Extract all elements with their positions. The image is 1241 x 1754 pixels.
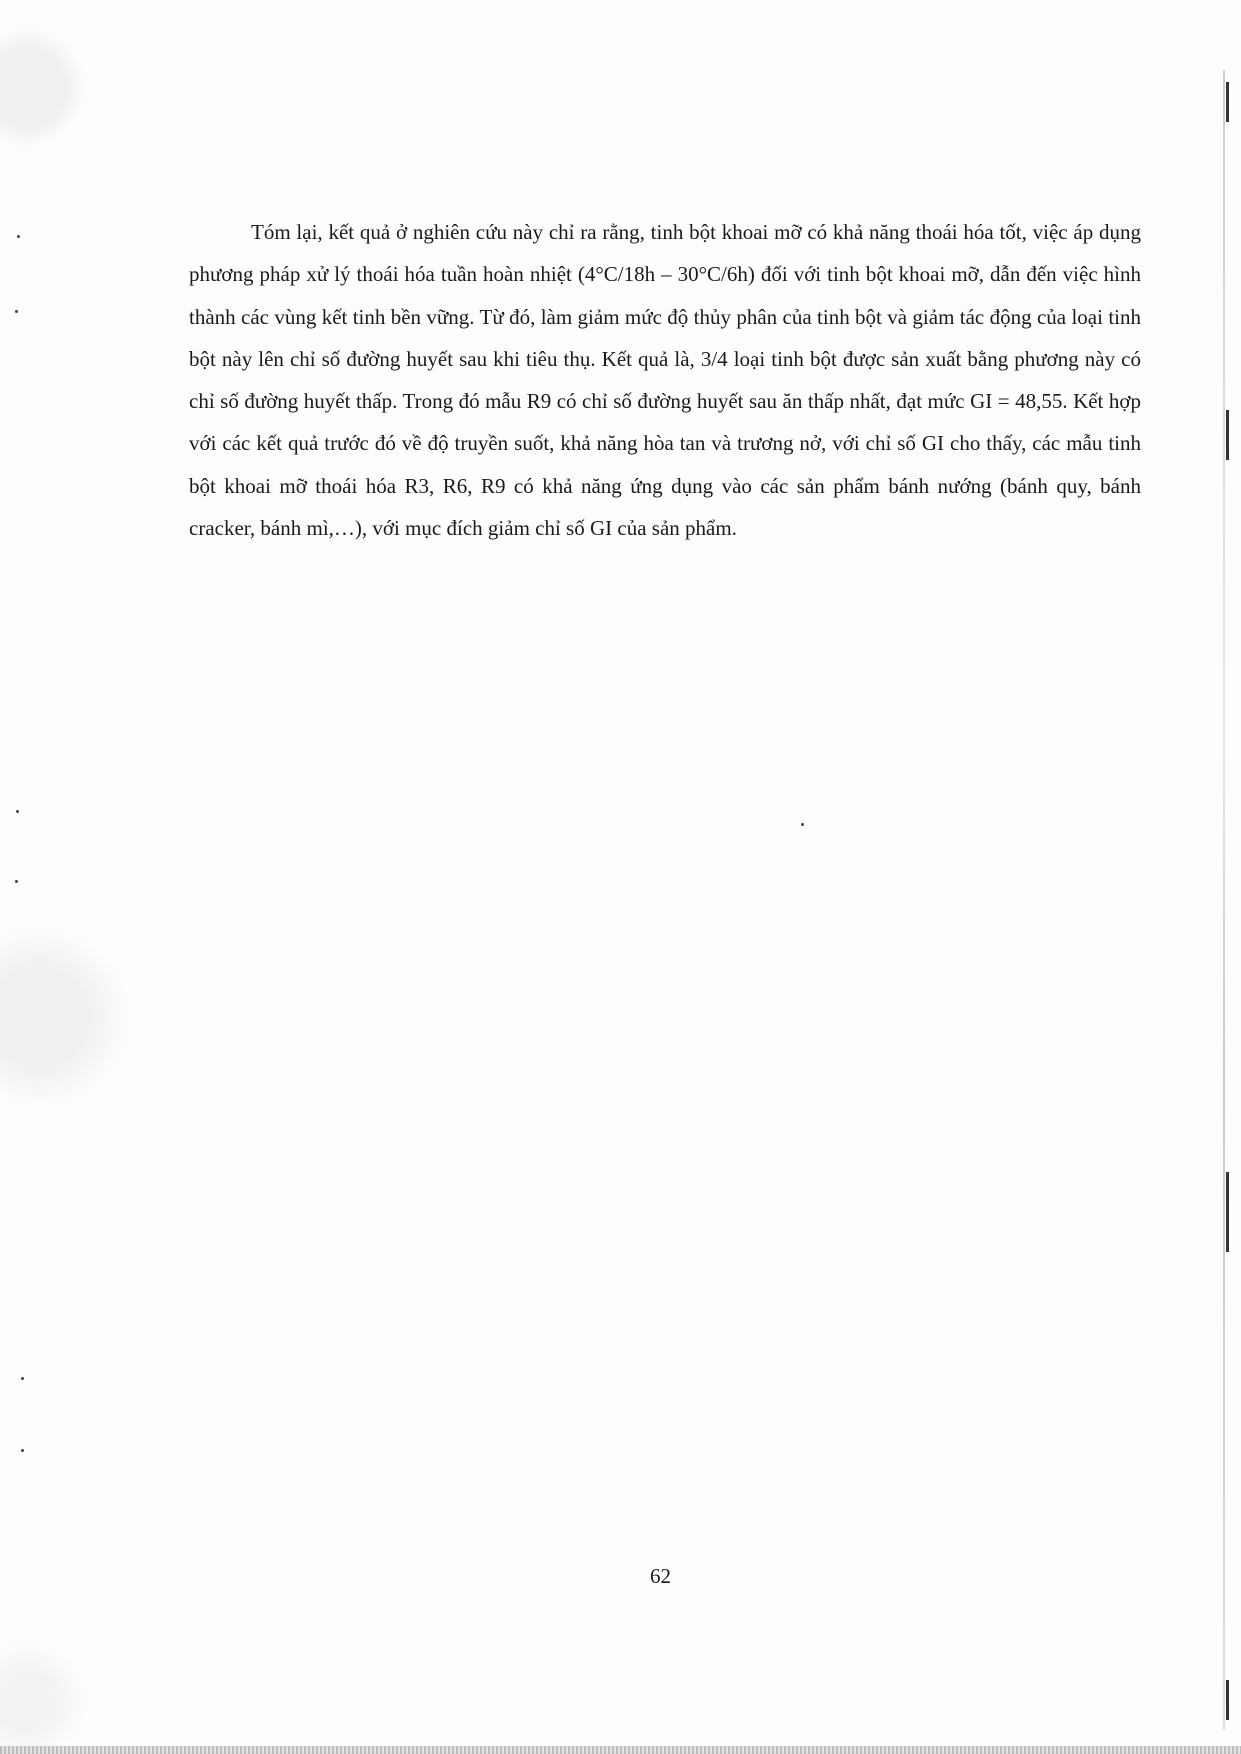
scan-speck	[15, 310, 18, 313]
scan-speck	[15, 880, 18, 883]
scan-speck	[801, 823, 804, 826]
scan-speck	[21, 1377, 24, 1380]
page-number: 62	[650, 1564, 671, 1588]
scan-edge-right	[1223, 70, 1225, 1730]
scan-speck	[16, 810, 19, 813]
scan-speck	[17, 235, 20, 238]
scan-mark	[1226, 1172, 1229, 1252]
summary-paragraph: Tóm lại, kết quả ở nghiên cứu này chỉ ra rằng, tinh bột khoai mỡ có khả năng thoái hóa tốt, việc áp dụng phương pháp xử lý thoái hóa tuần hoàn nhiệt (4°C/18h – 30°C/6h) đối với tinh bột khoai mỡ, dẫn đến việc hình thành các vùng kết tinh bền vững. Từ đó, làm giảm mức độ thủy phân của tinh bột và giảm tác động của loại tinh bột này lên chỉ số đường huyết sau khi tiêu thụ. Kết quả là, 3/4 loại tinh bột được sản xuất bằng phương này có chỉ số đường huyết thấp. Trong đó mẫu R9 có chỉ số đường huyết sau ăn thấp nhất, đạt mức GI = 48,55. Kết hợp với các kết quả trước đó về độ truyền suốt, khả năng hòa tan và trương nở, với chỉ số GI cho thấy, các mẫu tinh bột khoai mỡ thoái hóa R3, R6, R9 có khả năng ứng dụng vào các sản phẩm bánh nướng (bánh quy, bánh cracker, bánh mì,…), với mục đích giảm chỉ số GI của sản phẩm.	[189, 220, 1141, 541]
scan-edge-bottom	[0, 1746, 1241, 1754]
scan-mark	[1226, 82, 1229, 122]
scan-noise-left-margin	[0, 0, 130, 1754]
scan-mark	[1226, 410, 1229, 460]
scan-speck	[21, 1449, 24, 1452]
scan-mark	[1226, 1680, 1229, 1720]
